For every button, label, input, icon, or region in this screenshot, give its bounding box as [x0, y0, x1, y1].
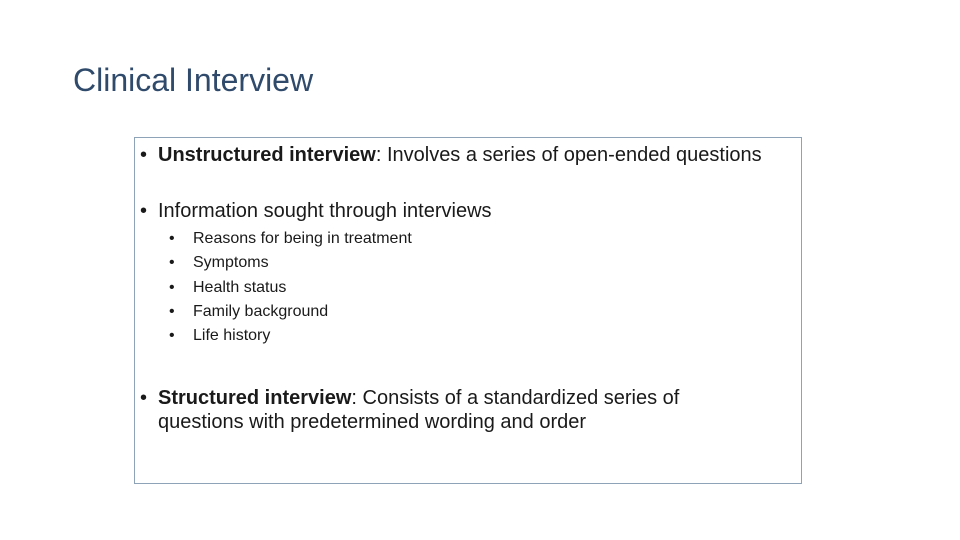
list-item [169, 300, 412, 324]
sub-bullet-marker: • [169, 254, 175, 272]
bullet-bold-term: Structured interview [158, 387, 352, 409]
sub-bullet-marker: • [169, 327, 175, 345]
list-item [169, 251, 412, 275]
bullet-description: : Involves a series of open-ended questions [375, 144, 762, 166]
list-item [169, 227, 412, 251]
sub-bullet-marker: • [169, 230, 175, 247]
list-item-text: Life history [193, 327, 271, 345]
sub-bullet-list [169, 227, 412, 348]
bullet-text [158, 386, 768, 434]
bullet-description: : Consists of a standardized series of questions with predetermined wording and order [158, 387, 680, 433]
list-item-text: Symptoms [193, 254, 269, 272]
bullet-information-sought [140, 199, 768, 223]
bullet-text [158, 143, 768, 167]
bullet-marker: • [140, 144, 148, 166]
sub-bullet-marker: • [169, 302, 175, 320]
bullet-unstructured-interview [140, 143, 768, 167]
list-item-text: Health status [193, 278, 287, 296]
slide-title: Clinical Interview [73, 62, 314, 98]
list-item [169, 324, 412, 348]
bullet-marker: • [140, 200, 148, 222]
list-item [169, 276, 412, 300]
bullet-marker: • [140, 387, 148, 409]
list-item-text: Family background [193, 302, 329, 320]
bullet-bold-term: Unstructured interview [158, 144, 376, 166]
bullet-text: Information sought through interviews [158, 200, 492, 222]
list-item-text: Reasons for being in treatment [193, 230, 412, 247]
sub-bullet-marker: • [169, 278, 175, 296]
bullet-structured-interview [140, 386, 768, 434]
content-box [134, 137, 802, 484]
